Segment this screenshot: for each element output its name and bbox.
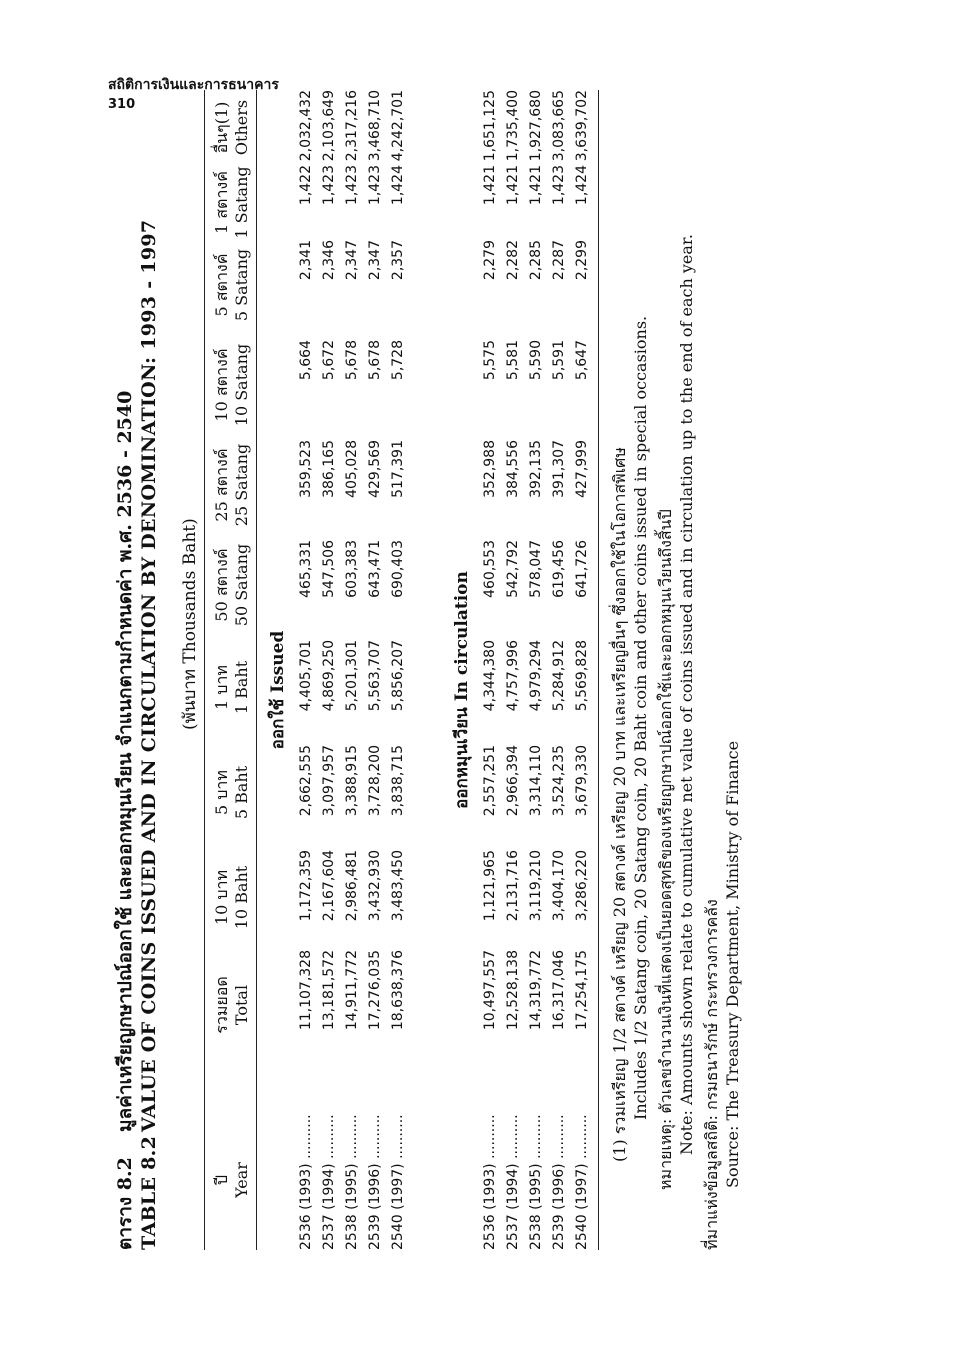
header-top-rule	[204, 90, 205, 1250]
value-cell: 1,421	[528, 165, 544, 206]
footnote-1-en: Includes 1/2 Satang coin, 20 Satang coin, 20 Baht coin and other coins issued in special occasions.	[631, 315, 650, 1120]
column-header-en: 25 Satang	[232, 443, 251, 527]
table-row	[574, 90, 600, 1250]
value-cell: 12,528,138	[505, 950, 521, 1031]
value-cell: 16,317,046	[551, 950, 567, 1031]
value-cell: 384,556	[505, 440, 521, 498]
column-header-th: 25 สตางค์	[212, 448, 231, 522]
value-cell: 2,282	[505, 240, 521, 281]
rotated-table-page	[106, 10, 742, 1250]
value-cell: 3,639,702	[574, 90, 590, 162]
value-cell: 3,083,665	[551, 90, 567, 162]
year-cell: 2540 (1997) .....	[574, 1100, 590, 1250]
column-header-th: 1 บาท	[212, 665, 231, 710]
value-cell: 690,403	[390, 540, 406, 598]
value-cell: 2,357	[390, 240, 406, 281]
table-row	[390, 90, 416, 1250]
value-cell: 460,553	[482, 540, 498, 598]
value-cell: 5,647	[574, 340, 590, 381]
column-header-th: 5 สตางค์	[212, 253, 231, 317]
column-header-th: 5 บาท	[212, 770, 231, 815]
value-cell: 10,497,557	[482, 950, 498, 1031]
value-cell: 5,581	[505, 340, 521, 381]
value-cell: 17,254,175	[574, 950, 590, 1031]
value-cell: 17,276,035	[367, 950, 383, 1031]
value-cell: 18,638,376	[390, 950, 406, 1031]
column-header-en: Year	[232, 1162, 251, 1198]
value-cell: 4,869,250	[321, 640, 337, 712]
column-header-en: 1 Baht	[232, 660, 251, 715]
year-cell: 2538 (1995) .....	[528, 1100, 544, 1250]
value-cell: 2,285	[528, 240, 544, 281]
column-header-th: ปี	[212, 1174, 231, 1186]
column-header-th: 1 สตางค์	[212, 171, 231, 234]
value-cell: 517,391	[390, 440, 406, 498]
value-cell: 13,181,572	[321, 950, 337, 1031]
value-cell: 1,421	[482, 165, 498, 206]
value-cell: 5,856,207	[390, 640, 406, 712]
table-label-th: ตาราง 8.2	[114, 1157, 136, 1250]
book-title: สถิติการเงินและการธนาคาร	[108, 77, 279, 93]
value-cell: 386,165	[321, 440, 337, 498]
value-cell: 5,728	[390, 340, 406, 381]
value-cell: 2,966,394	[505, 745, 521, 817]
column-header-th: 10 บาท	[212, 869, 231, 926]
value-cell: 2,167,604	[321, 850, 337, 922]
column-header-en: Total	[232, 984, 251, 1026]
value-cell: 2,299	[574, 240, 590, 281]
value-cell: 4,757,996	[505, 640, 521, 712]
year-cell: 2537 (1994) .....	[321, 1100, 337, 1250]
value-cell: 1,121,965	[482, 850, 498, 922]
value-cell: 3,314,110	[528, 745, 544, 817]
value-cell: 2,346	[321, 240, 337, 281]
value-cell: 4,242,701	[390, 90, 406, 162]
column-header-th: รวมยอด	[212, 976, 231, 1034]
column-header-en: 1 Satang	[232, 166, 251, 239]
column-header-en: 50 Satang	[232, 543, 251, 627]
table-bottom-rule	[598, 90, 599, 1250]
year-cell: 2538 (1995) .....	[344, 1100, 360, 1250]
year-cell: 2540 (1997) .....	[390, 1100, 406, 1250]
value-cell: 3,468,710	[367, 90, 383, 162]
value-cell: 391,307	[551, 440, 567, 498]
value-cell: 2,347	[344, 240, 360, 281]
table-title-en: VALUE OF COINS ISSUED AND IN CIRCULATION BY DENOMINATION: 1993 - 1997	[138, 219, 160, 1132]
value-cell: 3,404,170	[551, 850, 567, 922]
source-en: Source: The Treasury Department, Ministry of Finance	[723, 740, 742, 1188]
value-cell: 643,471	[367, 540, 383, 598]
value-cell: 5,591	[551, 340, 567, 381]
value-cell: 5,590	[528, 340, 544, 381]
year-cell: 2536 (1993) .....	[298, 1100, 314, 1250]
value-cell: 1,423	[551, 165, 567, 206]
value-cell: 427,999	[574, 440, 590, 498]
table-title-th: มูลค่าเหรียญกษาปณ์ออกใช้ และออกหมุนเวียน จำแนกตามกำหนดค่า พ.ศ. 2536 - 2540	[114, 390, 136, 1132]
note-en: Note: Amounts shown relate to cumulative net value of coins issued and in circulation up to the end of each year.	[677, 234, 696, 1155]
value-cell: 14,319,772	[528, 950, 544, 1031]
value-cell: 5,672	[321, 340, 337, 381]
value-cell: 3,728,200	[367, 745, 383, 817]
value-cell: 3,119,210	[528, 850, 544, 922]
value-cell: 3,286,220	[574, 850, 590, 922]
value-cell: 1,421	[505, 165, 521, 206]
value-cell: 5,563,707	[367, 640, 383, 712]
section-title-circulation: ออกหมุนเวียน In circulation	[452, 571, 472, 809]
column-header-en: 5 Baht	[232, 765, 251, 820]
value-cell: 1,423	[367, 165, 383, 206]
value-cell: 3,524,235	[551, 745, 567, 817]
column-header-en: 10 Baht	[232, 865, 251, 930]
value-cell: 359,523	[298, 440, 314, 498]
year-cell: 2539 (1996) .....	[367, 1100, 383, 1250]
value-cell: 14,911,772	[344, 950, 360, 1031]
year-cell: 2539 (1996) .....	[551, 1100, 567, 1250]
value-cell: 2,032,432	[298, 90, 314, 162]
table-label-en: TABLE 8.2	[138, 1135, 160, 1250]
value-cell: 2,557,251	[482, 745, 498, 817]
value-cell: 405,028	[344, 440, 360, 498]
value-cell: 547,506	[321, 540, 337, 598]
value-cell: 1,424	[390, 165, 406, 206]
value-cell: 641,726	[574, 540, 590, 598]
page-number: 310	[108, 97, 136, 112]
value-cell: 542,792	[505, 540, 521, 598]
column-header-th: 10 สตางค์	[212, 348, 231, 422]
value-cell: 465,331	[298, 540, 314, 598]
value-cell: 1,735,400	[505, 90, 521, 162]
value-cell: 3,483,450	[390, 850, 406, 922]
value-cell: 1,651,125	[482, 90, 498, 162]
column-header-th: 50 สตางค์	[212, 548, 231, 622]
value-cell: 603,383	[344, 540, 360, 598]
value-cell: 5,201,301	[344, 640, 360, 712]
source-th: ที่มาแห่งข้อมูลสถิติ: กรมธนารักษ์ กระทรวงการคลัง	[702, 899, 721, 1250]
value-cell: 2,287	[551, 240, 567, 281]
value-cell: 1,172,359	[298, 850, 314, 922]
value-cell: 2,341	[298, 240, 314, 281]
value-cell: 2,317,216	[344, 90, 360, 162]
value-cell: 5,284,912	[551, 640, 567, 712]
value-cell: 3,838,715	[390, 745, 406, 817]
value-cell: 2,662,555	[298, 745, 314, 817]
value-cell: 352,988	[482, 440, 498, 498]
value-cell: 2,131,716	[505, 850, 521, 922]
value-cell: 5,678	[367, 340, 383, 381]
value-cell: 4,344,380	[482, 640, 498, 712]
section-title-issued: ออกใช้ Issued	[268, 630, 288, 750]
value-cell: 5,569,828	[574, 640, 590, 712]
value-cell: 1,423	[344, 165, 360, 206]
value-cell: 5,575	[482, 340, 498, 381]
value-cell: 3,097,957	[321, 745, 337, 817]
value-cell: 5,664	[298, 340, 314, 381]
column-header-en: 5 Satang	[232, 248, 251, 322]
value-cell: 2,347	[367, 240, 383, 281]
value-cell: 2,986,481	[344, 850, 360, 922]
value-cell: 4,979,294	[528, 640, 544, 712]
value-cell: 392,135	[528, 440, 544, 498]
note-th: หมายเหตุ: ตัวเลขจำนวนเงินที่แสดงเป็นยอดสุทธิของเหรียญกษาปณ์ออกใช้และออกหมุนเวียนถึงสิ้นปี	[656, 509, 675, 1190]
value-cell: 1,423	[321, 165, 337, 206]
value-cell: 1,927,680	[528, 90, 544, 162]
value-cell: 4,405,701	[298, 640, 314, 712]
value-cell: 3,388,915	[344, 745, 360, 817]
value-cell: 578,047	[528, 540, 544, 598]
year-cell: 2537 (1994) .....	[505, 1100, 521, 1250]
value-cell: 2,103,649	[321, 90, 337, 162]
value-cell: 1,424	[574, 165, 590, 206]
unit-label: (พันบาท Thousands Baht)	[180, 518, 200, 730]
value-cell: 5,678	[344, 340, 360, 381]
value-cell: 619,456	[551, 540, 567, 598]
value-cell: 3,432,930	[367, 850, 383, 922]
header-bottom-rule	[256, 90, 257, 1250]
value-cell: 3,679,330	[574, 745, 590, 817]
value-cell: 11,107,328	[298, 950, 314, 1031]
footnote-1-th: (1) รวมเหรียญ 1/2 สตางค์ เหรียญ 20 สตางค์ เหรียญ 20 บาท และเหรียญอื่นๆ ซึ่งออกใช้ในโอกาสพิเศษ	[610, 447, 629, 1162]
column-header-en: Others	[232, 99, 251, 156]
column-header-en: 10 Satang	[232, 343, 251, 427]
column-header-th: อื่นๆ(1)	[212, 101, 231, 154]
value-cell: 1,422	[298, 165, 314, 206]
year-cell: 2536 (1993) .....	[482, 1100, 498, 1250]
value-cell: 2,279	[482, 240, 498, 281]
value-cell: 429,569	[367, 440, 383, 498]
